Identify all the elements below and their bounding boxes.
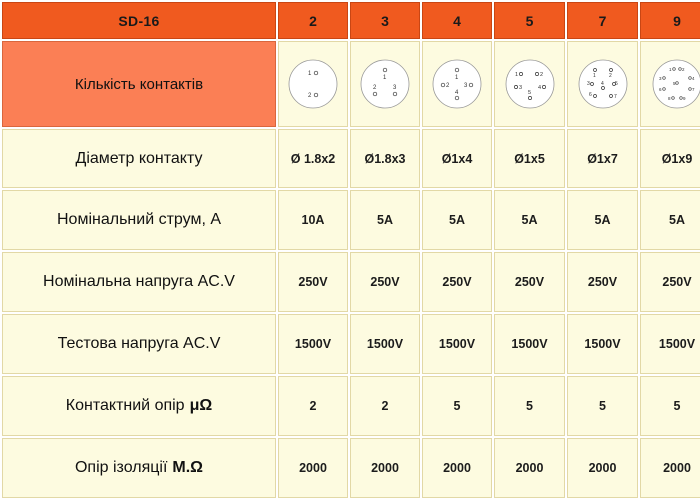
row-unit: M.Ω — [172, 459, 204, 476]
value-cell — [640, 376, 700, 436]
header-pin-count: 5 — [525, 12, 534, 29]
cell-value: 1500V — [438, 337, 476, 351]
value-cell — [278, 252, 348, 312]
cell-value: 5 — [673, 399, 681, 413]
cell-value: 5A — [449, 213, 465, 227]
svg-text:7: 7 — [613, 94, 617, 100]
row-label: Опір ізоляції — [74, 459, 168, 476]
svg-text:8: 8 — [668, 96, 671, 101]
svg-text:7: 7 — [692, 87, 695, 92]
value-cell — [278, 376, 348, 436]
row-label-cell — [2, 190, 276, 250]
svg-text:6: 6 — [588, 92, 592, 98]
pinout-cell — [278, 41, 348, 127]
row-label: Діаметр контакту — [75, 149, 203, 167]
row-label: Контактний опір — [65, 397, 185, 414]
cell-value: 2000 — [588, 461, 617, 475]
value-cell — [350, 190, 420, 250]
cell-value: 1500V — [584, 337, 621, 351]
value-cell — [640, 438, 700, 498]
row-label-cell — [2, 376, 276, 436]
svg-text:1: 1 — [308, 71, 312, 77]
value-cell — [350, 376, 420, 436]
svg-text:3: 3 — [659, 76, 662, 81]
pinout-5-icon — [504, 58, 556, 110]
cell-value: 1500V — [366, 337, 404, 351]
svg-text:4: 4 — [537, 85, 541, 91]
header-pin-count: 2 — [309, 12, 317, 29]
pinout-cell — [567, 41, 638, 127]
pinout-7-icon — [577, 58, 629, 110]
value-cell — [422, 438, 492, 498]
value-cell — [350, 438, 420, 498]
row-label: Номінальний струм, А — [57, 211, 221, 228]
header-pin-cell — [278, 2, 348, 39]
value-cell — [422, 129, 492, 188]
header-pin-count: 7 — [598, 12, 607, 29]
row-label-cell — [2, 438, 276, 498]
value-cell — [494, 376, 565, 436]
cell-value: 5 — [453, 399, 461, 413]
value-cell — [350, 129, 420, 188]
svg-text:5: 5 — [527, 90, 531, 96]
svg-text:4: 4 — [455, 90, 459, 96]
header-pin-count: 4 — [453, 12, 461, 29]
svg-text:3: 3 — [464, 83, 468, 89]
cell-value: 250V — [587, 275, 618, 289]
row-label-cell — [2, 129, 276, 188]
pinout-9-icon — [651, 58, 700, 110]
value-cell — [350, 252, 420, 312]
value-cell — [640, 129, 700, 188]
svg-text:2: 2 — [446, 83, 450, 89]
header-pin-count: 9 — [673, 12, 681, 29]
cell-value: 250V — [662, 275, 692, 289]
cell-value: Ø1x9 — [661, 151, 693, 166]
value-cell — [567, 190, 638, 250]
value-cell — [422, 190, 492, 250]
svg-text:2: 2 — [608, 73, 612, 79]
row-label-cell — [2, 41, 276, 127]
svg-text:1: 1 — [383, 75, 387, 81]
cell-value: 250V — [370, 275, 400, 289]
svg-text:3: 3 — [518, 85, 522, 91]
cell-value: 250V — [514, 275, 545, 289]
pinout-3-icon — [359, 58, 411, 110]
svg-text:2: 2 — [308, 93, 312, 99]
value-cell — [278, 129, 348, 188]
svg-text:2: 2 — [539, 72, 543, 78]
cell-value: 2000 — [371, 461, 399, 475]
value-cell — [422, 252, 492, 312]
svg-text:9: 9 — [683, 96, 686, 101]
cell-value: 5A — [594, 213, 611, 227]
value-cell — [494, 252, 565, 312]
svg-text:1: 1 — [514, 72, 518, 78]
svg-text:5: 5 — [673, 81, 676, 86]
svg-text:6: 6 — [659, 87, 662, 92]
cell-value: 2 — [381, 399, 389, 413]
header-pin-count: 3 — [381, 12, 389, 29]
svg-text:2: 2 — [373, 85, 377, 91]
pinout-cell — [640, 41, 700, 127]
value-cell — [494, 438, 565, 498]
pinout-4-icon — [431, 58, 483, 110]
row-label-cell — [2, 314, 276, 374]
value-cell — [640, 190, 700, 250]
value-cell — [422, 376, 492, 436]
value-cell — [567, 129, 638, 188]
value-cell — [494, 314, 565, 374]
cell-value: 2 — [309, 399, 317, 413]
row-label: Тестова напруга AC.V — [57, 335, 221, 352]
cell-value: 5A — [377, 213, 393, 227]
value-cell — [422, 314, 492, 374]
svg-text:1: 1 — [669, 67, 672, 72]
row-label-cell — [2, 252, 276, 312]
pinout-cell — [422, 41, 492, 127]
row-unit: μΩ — [189, 397, 213, 414]
value-cell — [494, 129, 565, 188]
value-cell — [278, 438, 348, 498]
header-model-cell — [2, 2, 276, 39]
row-label: Номінальна напруга AC.V — [43, 273, 235, 290]
value-cell — [640, 252, 700, 312]
pinout-cell — [350, 41, 420, 127]
cell-value: 10A — [301, 213, 325, 227]
cell-value: 2000 — [443, 461, 471, 475]
svg-text:3: 3 — [393, 85, 397, 91]
header-pin-cell — [494, 2, 565, 39]
cell-value: 5A — [669, 213, 685, 227]
cell-value: Ø1.8x3 — [364, 151, 406, 166]
header-model: SD-16 — [118, 12, 160, 29]
cell-value: 2000 — [515, 461, 544, 475]
cell-value: 5 — [526, 399, 533, 413]
row-label: Кількість контактів — [74, 75, 204, 93]
svg-text:1: 1 — [592, 73, 596, 79]
header-pin-cell — [422, 2, 492, 39]
value-cell — [350, 314, 420, 374]
cell-value: 250V — [442, 275, 472, 289]
cell-value: 2000 — [663, 461, 691, 475]
value-cell — [567, 314, 638, 374]
header-pin-cell — [350, 2, 420, 39]
cell-value: Ø 1.8x2 — [290, 151, 336, 166]
svg-text:2: 2 — [682, 67, 685, 72]
value-cell — [567, 376, 638, 436]
value-cell — [494, 190, 565, 250]
cell-value: 1500V — [294, 337, 332, 351]
cell-value: Ø1x5 — [514, 151, 545, 166]
header-pin-cell — [567, 2, 638, 39]
cell-value: 5A — [521, 213, 538, 227]
cell-value: Ø1x4 — [441, 151, 473, 166]
value-cell — [640, 314, 700, 374]
cell-value: 1500V — [658, 337, 696, 351]
svg-text:4: 4 — [600, 81, 604, 87]
pinout-cell — [494, 41, 565, 127]
value-cell — [278, 314, 348, 374]
value-cell — [278, 190, 348, 250]
cell-value: 250V — [298, 275, 328, 289]
svg-text:4: 4 — [692, 76, 695, 81]
value-cell — [567, 252, 638, 312]
svg-text:1: 1 — [455, 75, 459, 81]
svg-text:3: 3 — [586, 81, 590, 87]
svg-text:5: 5 — [614, 81, 618, 87]
header-pin-cell — [640, 2, 700, 39]
cell-value: 5 — [599, 399, 606, 413]
cell-value: 2000 — [299, 461, 327, 475]
cell-value: Ø1x7 — [587, 151, 618, 166]
cell-value: 1500V — [511, 337, 548, 351]
pinout-2-icon — [287, 58, 339, 110]
value-cell — [567, 438, 638, 498]
